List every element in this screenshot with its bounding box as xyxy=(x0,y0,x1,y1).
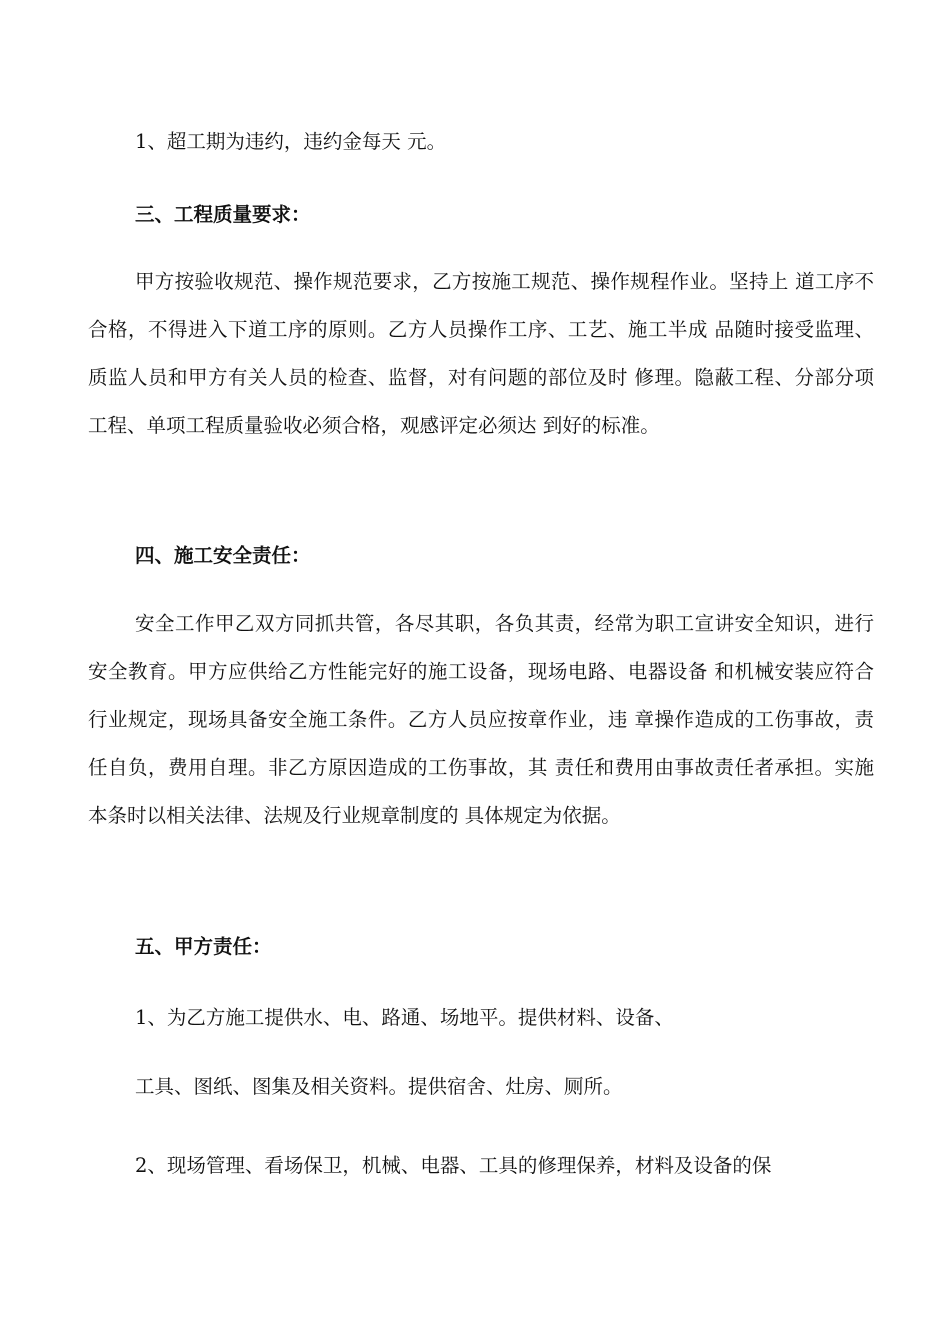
party-a-item-1-line-2: 工具、图纸、图集及相关资料。提供宿舍、灶房、厕所。 xyxy=(135,1075,623,1098)
safety-paragraph-text: 安全工作甲乙双方同抓共管，各尽其职，各负其责，经常为职工宣讲安全知识，进行安全教育。甲方应供给乙方性能完好的施工设备，现场电路、电器设备 和机械安装应符合行业规定，现场具备安全施工条件。乙方人员应按章作业，违 章操作造成的工伤事故，责任自负，费用自理。非乙方原因造成的工伤事故，其 责任和费用由事故责任者承担。实施本条时以相关法律、法规及行业规章制度的 具体规定为依据。 xyxy=(88,612,874,827)
safety-paragraph xyxy=(88,600,874,840)
quality-paragraph-text: 甲方按验收规范、操作规范要求，乙方按施工规范、操作规程作业。坚持上 道工序不合格，不得进入下道工序的原则。乙方人员操作工序、工艺、施工半成 品随时接受监理、质监人员和甲方有关人员的检查、监督，对有问题的部位及时 修理。隐蔽工程、分部分项工程、单项工程质量验收必须合格，观感评定必须达 到好的标准。 xyxy=(88,270,874,437)
section-heading-safety: 四、施工安全责任： xyxy=(135,544,311,567)
party-a-item-2: 2、现场管理、看场保卫，机械、电器、工具的修理保养，材料及设备的保 xyxy=(135,1154,772,1177)
quality-paragraph xyxy=(88,258,874,450)
party-a-item-1-line-1: 1、为乙方施工提供水、电、路通、场地平。提供材料、设备、 xyxy=(135,1006,674,1029)
section-heading-quality: 三、工程质量要求： xyxy=(135,203,311,226)
section-heading-party-a: 五、甲方责任： xyxy=(135,935,272,958)
penalty-clause: 1、超工期为违约，违约金每天 元。 xyxy=(135,130,447,153)
